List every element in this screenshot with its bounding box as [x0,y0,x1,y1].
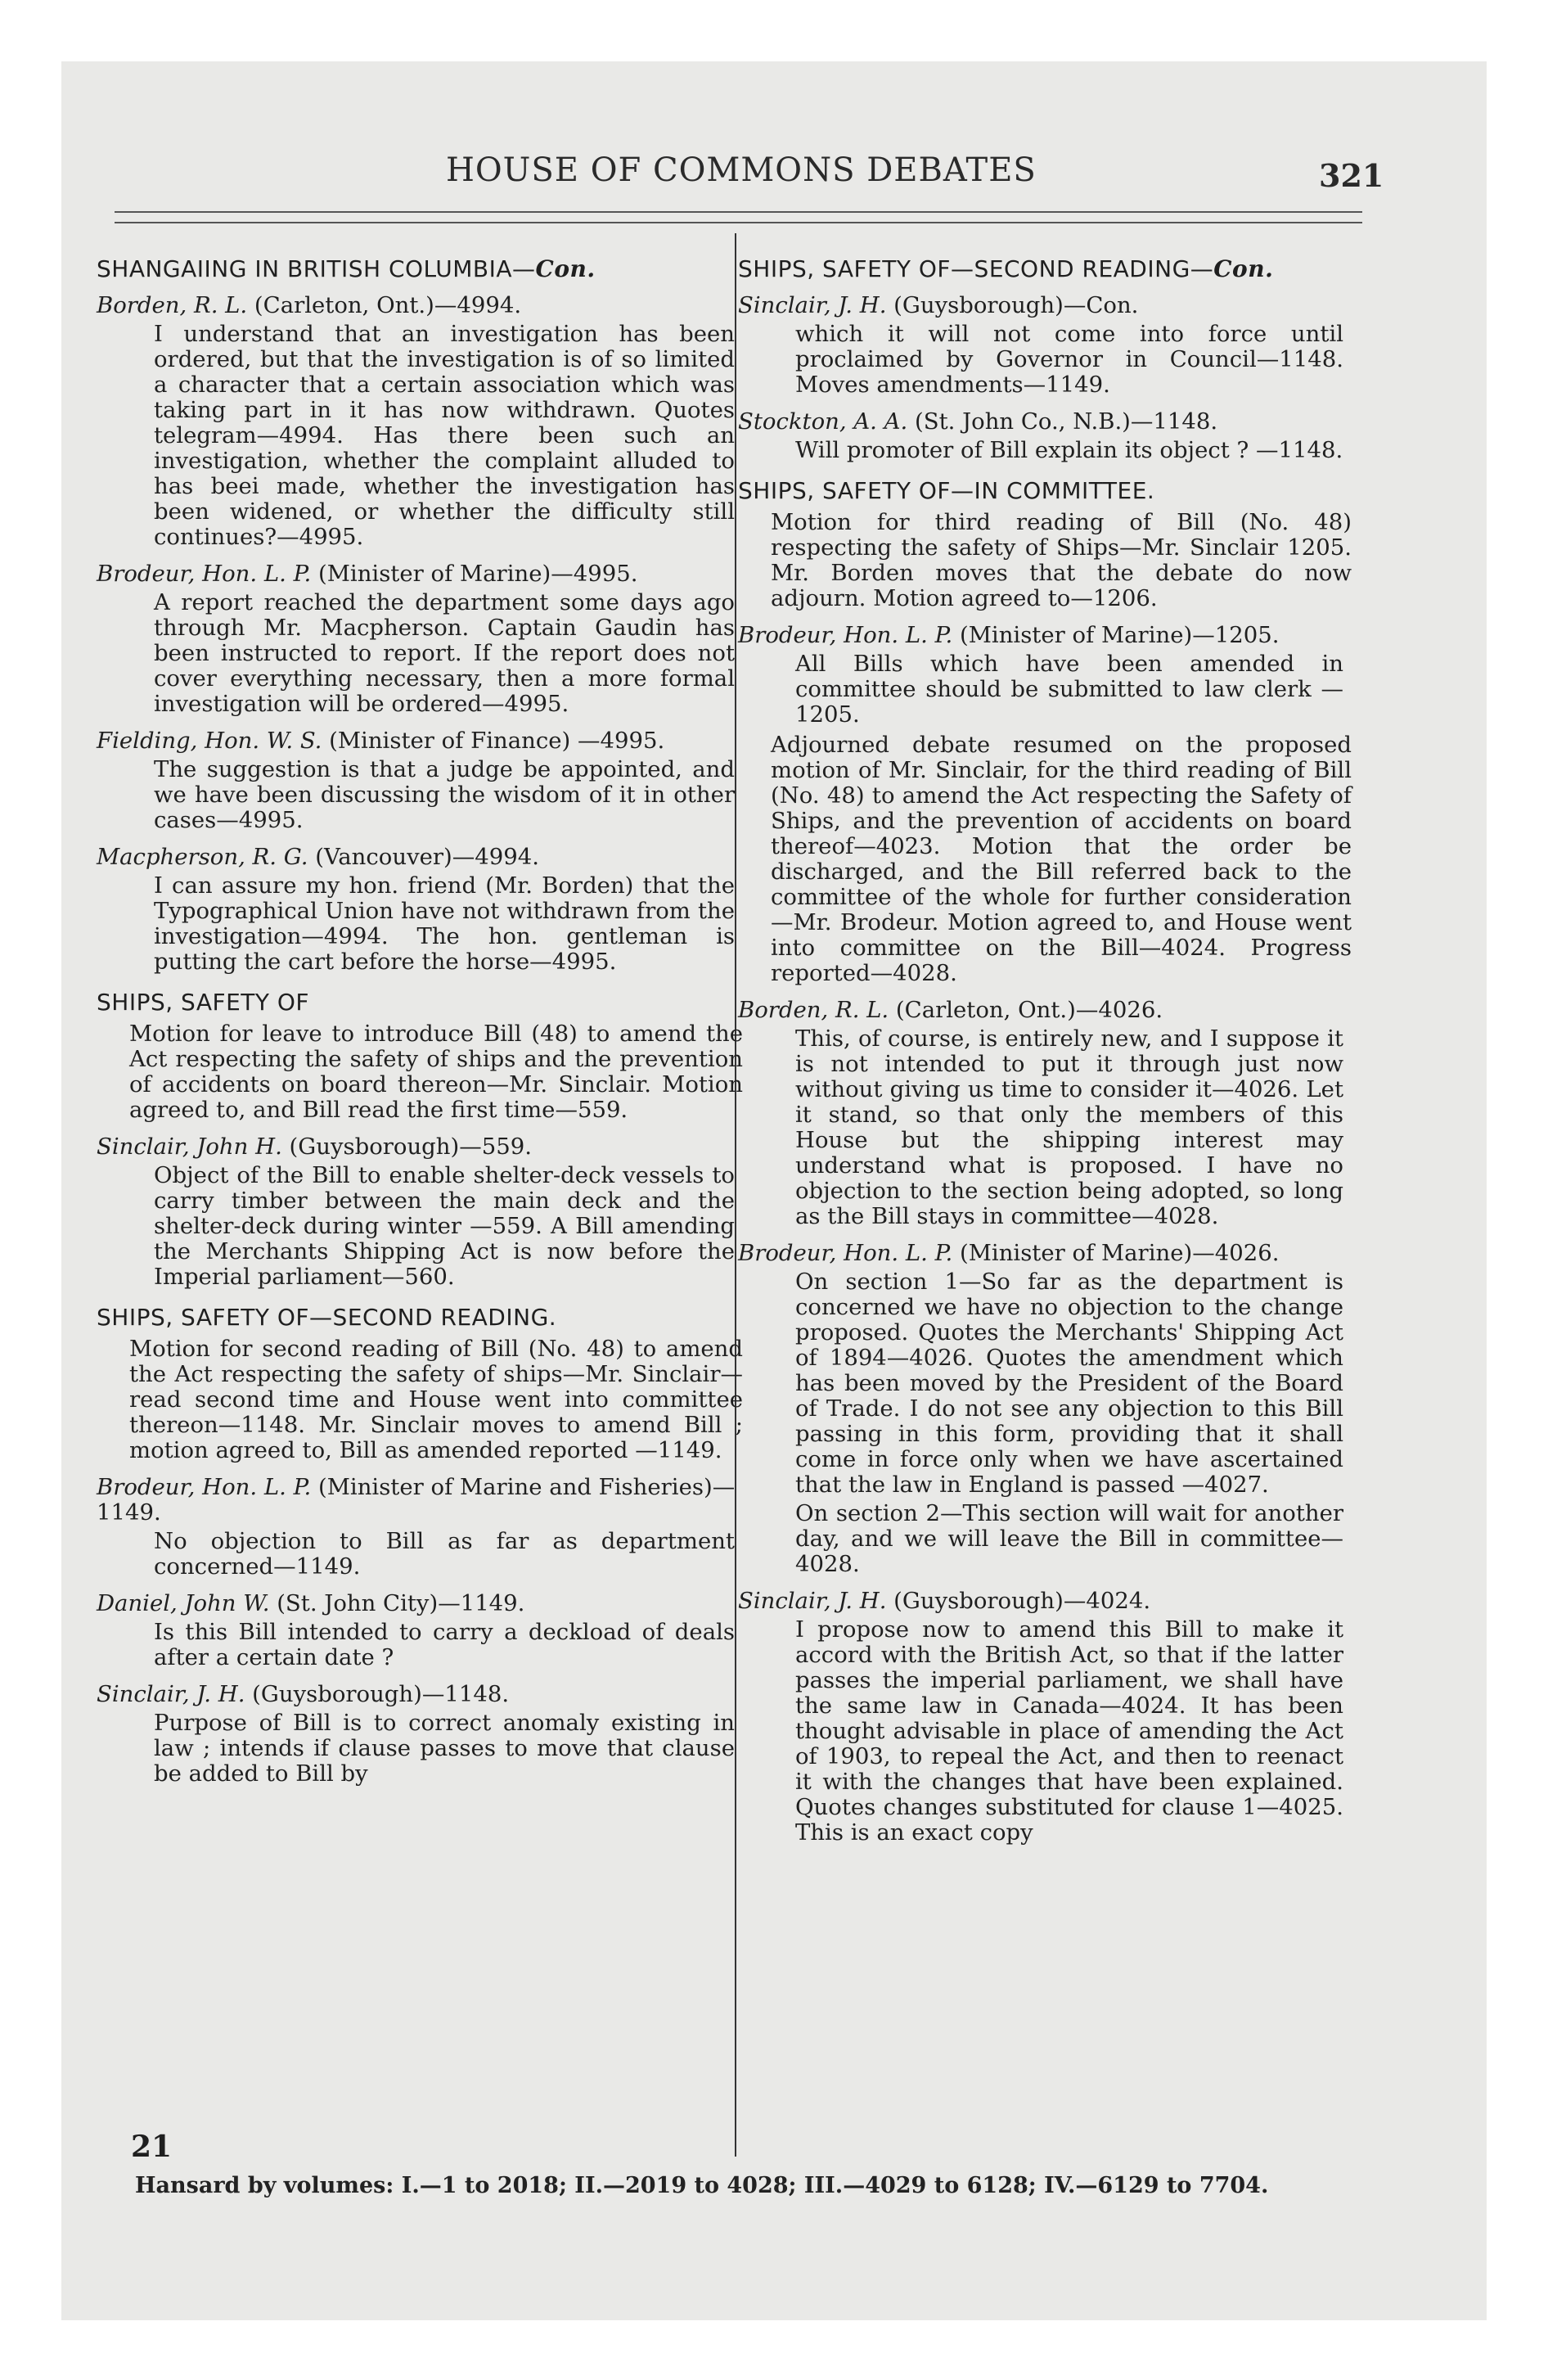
speaker-name: Brodeur, Hon. L. P. [738,1240,953,1266]
speaker-detail: (St. John City)—1149. [269,1590,525,1616]
speaker-line [97,561,751,587]
left-column [97,241,751,1787]
section-continued-mark: Con. [1213,255,1274,282]
speaker-detail: (Minister of Marine)—4995. [311,561,638,587]
speaker-name: Sinclair, J. H. [738,1588,887,1614]
speaker-detail: (Minister of Marine)—1205. [952,622,1280,648]
speaker-detail: (Minister of Marine and Fisheries)—1149. [97,1474,736,1526]
speaker-detail: (Carleton, Ont.)—4026. [889,997,1163,1023]
footer-volumes: Hansard by volumes: I.—1 to 2018; II.—2019 to 4028; III.—4029 to 6128; IV.—6129 to 7704. [135,2173,1269,2198]
page-number: 321 [1319,157,1384,194]
speaker-detail: (Vancouver)—4994. [308,844,539,870]
speaker-detail: (Carleton, Ont.)—4994. [247,292,522,318]
speech-summary: On section 2—This section will wait for another day, and we will leave the Bill in committee—4028. [795,1500,1343,1577]
section-heading [738,478,1360,503]
header-rule-top [115,211,1362,213]
speaker-detail: (St. John Co., N.B.)—1148. [907,408,1218,435]
speaker-line [738,998,1360,1023]
speech-summary: Will promoter of Bill explain its object ? —1148. [795,437,1343,463]
section-heading-text: SHIPS, SAFETY OF [97,989,310,1016]
speech-summary: On section 1—So far as the department is concerned we have no objection to the change proposed. Quotes the Merchants' Shipping Act of 1894—4026. Quotes the amendment which has been moved by the President of the Board of Trade. I do not see any objection to this Bill passing in this form, providing that it shall come in force only when we have ascertained that the law in England is passed —4027. [795,1269,1343,1498]
motion-text: Motion for second reading of Bill (No. 48) to amend the Act respecting the safety of ships—Mr. Sinclair—read second time and House went into committee thereon—1148. Mr. Sinclair moves to amend Bill ; motion agreed to, Bill as amended reported —1149. [129,1336,743,1463]
speaker-name: Sinclair, J. H. [738,292,887,318]
header-rule-bottom [115,222,1362,223]
speaker-line [738,1241,1360,1266]
speech-summary: I propose now to amend this Bill to make it accord with the British Act, so that if the latter passes the imperial parliament, we shall have the same law in Canada—4024. It has been thought advisable in place of amending the Act of 1903, to repeal the Act, and then to reenact it with the changes that have been explained. Quotes changes substituted for clause 1—4025. This is an exact copy [795,1616,1343,1846]
speaker-line [97,1591,751,1616]
speaker-line [97,1475,751,1526]
speaker-line [97,1682,751,1707]
speech-summary: Object of the Bill to enable shelter-deck vessels to carry timber between the main deck and the shelter-deck during winter —559. A Bill amending the Merchants Shipping Act is now before the Imperial parliament—560. [154,1162,735,1290]
speaker-line [97,845,751,870]
section-heading-text: SHIPS, SAFETY OF—SECOND READING. [97,1304,557,1331]
section-heading [97,256,751,282]
speaker-line [97,728,751,754]
speech-summary: All Bills which have been amended in committee should be submitted to law clerk —1205. [795,651,1343,728]
speech-summary: A report reached the department some days ago through Mr. Macpherson. Captain Gaudin has been instructed to report. If the report does not cover everything necessary, then a more formal investigation will be ordered—4995. [154,589,735,717]
speaker-detail: (Guysborough)—Con. [886,292,1139,318]
speech-summary: which it will not come into force until proclaimed by Governor in Council—1148. Moves amendments—1149. [795,321,1343,398]
speaker-name: Stockton, A. A. [738,408,908,435]
motion-text: Motion for third reading of Bill (No. 48) respecting the safety of Ships—Mr. Sinclair 1205. Mr. Borden moves that the debate do now adjourn. Motion agreed to—1206. [771,509,1352,611]
speaker-name: Borden, R. L. [738,997,889,1023]
section-heading [738,256,1360,282]
speaker-name: Brodeur, Hon. L. P. [738,622,953,648]
speaker-detail: (Minister of Marine)—4026. [952,1240,1280,1266]
motion-text: Adjourned debate resumed on the proposed motion of Mr. Sinclair, for the third reading of Bill (No. 48) to amend the Act respecting the Safety of Ships, and the prevention of accidents on board thereof—4023. Motion that the order be discharged, and the Bill referred back to the committee of the whole for further consideration—Mr. Brodeur. Motion agreed to, and House went into committee on the Bill—4024. Progress reported—4028. [771,732,1352,986]
right-column [738,241,1360,1846]
speech-summary: This, of course, is entirely new, and I suppose it is not intended to put it through just now without giving us time to consider it—4026. Let it stand, so that only the members of this House but the shipping interest may understand what is proposed. I have no objection to the section being adopted, so long as the Bill stays in committee—4028. [795,1025,1343,1229]
speech-summary: I understand that an investigation has been ordered, but that the investigation is of so limited a character that a certain association which was taking part in it has now withdrawn. Quotes telegram—4994. Has there been such an investigation, whether the complaint alluded to has beei made, whether the investigation has been widened, or whether the difficulty still continues?—4995. [154,321,735,550]
speaker-detail: (Guysborough)—559. [281,1134,532,1160]
speech-summary: The suggestion is that a judge be appointed, and we have been discussing the wisdom of it in other cases—4995. [154,756,735,833]
speaker-name: Daniel, John W. [97,1590,270,1616]
section-heading [97,1305,751,1330]
speaker-detail: (Minister of Finance) —4995. [322,728,665,754]
section-heading-text: SHIPS, SAFETY OF—IN COMMITTEE. [738,477,1155,504]
page-title: HOUSE OF COMMONS DEBATES [446,151,1037,189]
speaker-line [738,409,1360,435]
speaker-line [738,1589,1360,1614]
speaker-name: Sinclair, John H. [97,1134,282,1160]
speech-summary: Is this Bill intended to carry a deckload of deals after a certain date ? [154,1619,735,1670]
speaker-name: Macpherson, R. G. [97,844,308,870]
speech-summary: No objection to Bill as far as department concerned—1149. [154,1528,735,1580]
speaker-name: Brodeur, Hon. L. P. [97,1474,312,1500]
speech-summary: I can assure my hon. friend (Mr. Borden) that the Typographical Union have not withdrawn from the investigation—4994. The hon. gentleman is putting the cart before the horse—4995. [154,872,735,975]
speaker-line [738,623,1360,648]
speaker-name: Borden, R. L. [97,292,248,318]
speaker-detail: (Guysborough)—4024. [886,1588,1151,1614]
speaker-line [97,293,751,318]
signature-mark: 21 [131,2130,173,2164]
section-continued-mark: Con. [535,255,596,282]
section-heading-text: SHIPS, SAFETY OF—SECOND READING— [738,255,1214,282]
motion-text: Motion for leave to introduce Bill (48) to amend the Act respecting the safety of ships and the prevention of accidents on board thereon—Mr. Sinclair. Motion agreed to, and Bill read the first time—559. [129,1021,743,1123]
speaker-name: Sinclair, J. H. [97,1681,245,1707]
speaker-line [97,1134,751,1160]
speaker-name: Brodeur, Hon. L. P. [97,561,312,587]
section-heading-text: SHANGAIING IN BRITISH COLUMBIA— [97,255,536,282]
speaker-detail: (Guysborough)—1148. [245,1681,510,1707]
section-heading [97,989,751,1015]
speaker-line [738,293,1360,318]
speech-summary: Purpose of Bill is to correct anomaly existing in law ; intends if clause passes to move that clause be added to Bill by [154,1710,735,1787]
speaker-name: Fielding, Hon. W. S. [97,728,322,754]
